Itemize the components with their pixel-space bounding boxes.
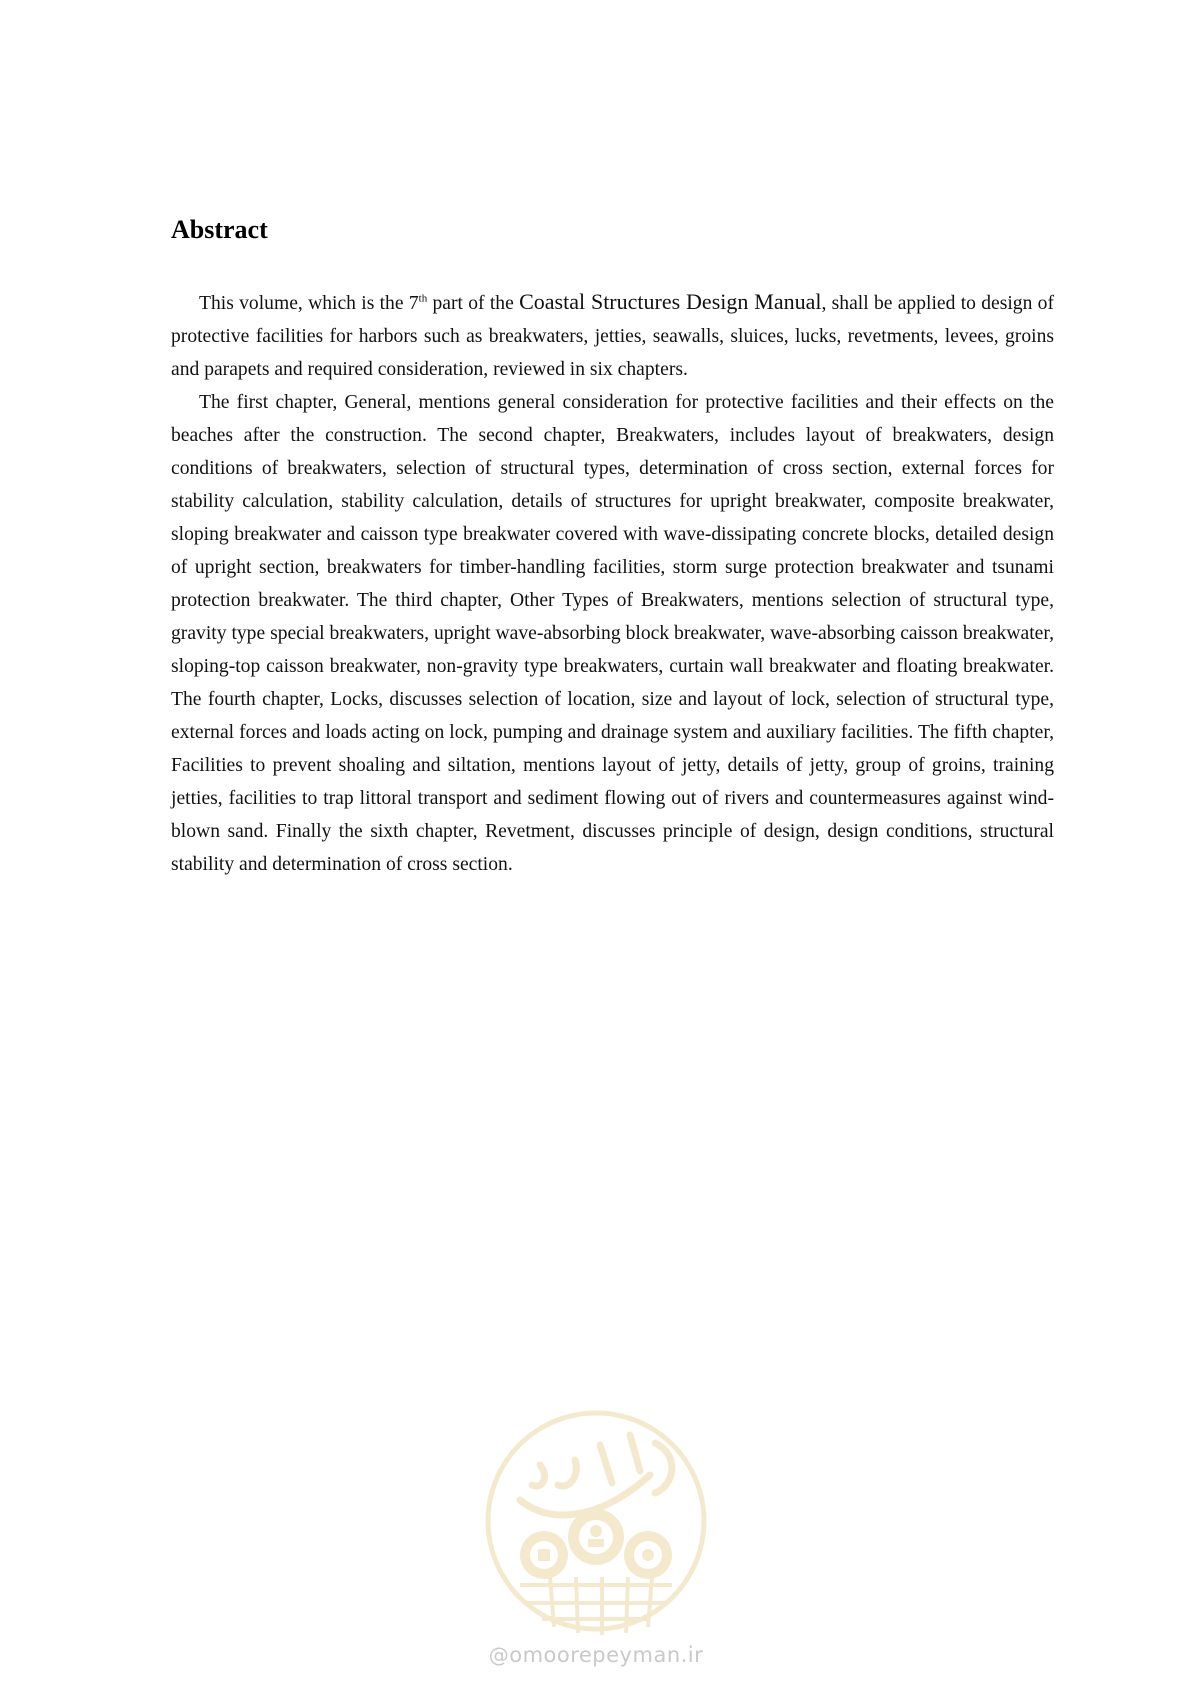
at-symbol: @ xyxy=(488,1643,510,1667)
omoorepeyman-seal-icon xyxy=(480,1405,712,1637)
paragraph-1-intro: This volume, which is the 7 xyxy=(199,293,419,314)
abstract-heading: Abstract xyxy=(171,215,268,244)
paragraph-1-pre-title: part of the xyxy=(427,293,520,314)
abstract-paragraph-2: The first chapter, General, mentions general consideration for protective facilities and their effects on the beaches after the construction. The second chapter, Breakwaters, includes layout of breakwaters, design conditions of breakwaters, selection of structural types, determination of cross section, external forces for stability calculation, stability calculation, details of structures for upright breakwater, composite breakwater, sloping breakwater and caisson type breakwater covered with wave-dissipating concrete blocks, detailed design of upright section, breakwaters for timber-handling facilities, storm surge protection breakwater and tsunami protection breakwater. The third chapter, Other Types of Breakwaters, mentions selection of structural type, gravity type special breakwaters, upright wave-absorbing block breakwater, wave-absorbing caisson breakwater, sloping-top caisson breakwater, non-gravity type breakwaters, curtain wall breakwater and floating breakwater. The fourth chapter, Locks, discusses selection of location, size and layout of lock, selection of structural type, external forces and loads acting on lock, pumping and drainage system and auxiliary facilities. The fifth chapter, Facilities to prevent shoaling and siltation, mentions layout of jetty, details of jetty, group of groins, training jetties, facilities to trap littoral transport and sediment flowing out of rivers and countermeasures against wind-blown sand. Finally the sixth chapter, Revetment, discusses principle of design, design conditions, structural stability and determination of cross section. xyxy=(171,392,1054,875)
abstract-body xyxy=(171,285,1054,881)
watermark-site: omoorepeyman.ir xyxy=(509,1643,704,1667)
manual-title: Coastal Structures Design Manual xyxy=(519,289,822,314)
watermark-caption xyxy=(480,1643,712,1667)
paragraph-1-rest: , shall be applied to design of protective facilities for harbors such as breakwaters, jetties, seawalls, sluices, lucks, revetments, levees, groins and parapets and required consideration, reviewed in six chapters. xyxy=(171,293,1054,380)
ordinal-suffix: th xyxy=(418,292,428,305)
abstract-paragraph-1 xyxy=(171,285,1054,386)
